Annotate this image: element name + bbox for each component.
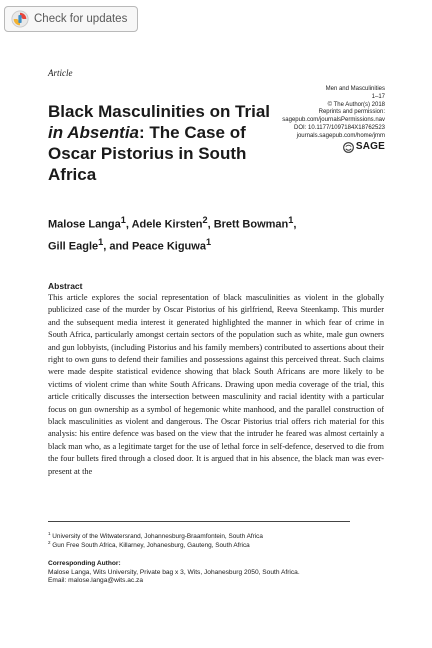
corresponding-author [48, 560, 300, 586]
corresponding-author-heading: Corresponding Author: [48, 560, 121, 567]
author-affiliation-marker: 2 [202, 215, 208, 225]
affiliation-item [48, 539, 250, 550]
author-name: Malose Langa [48, 218, 121, 231]
doi[interactable]: DOI: 10.1177/1097184X18762523 [294, 124, 385, 131]
reprints-label: Reprints and permission: [318, 109, 385, 116]
author-list [48, 212, 348, 255]
author-affiliation-marker: 1 [120, 215, 126, 225]
affiliation-number: 2 [48, 540, 51, 545]
affiliation-text: University of the Witwatersrand, Johannesburg-Braamfontein, South Africa [52, 533, 263, 541]
article-type-label: Article [48, 68, 73, 78]
author-affiliation-marker: 1 [98, 236, 104, 247]
author-separator: , and [103, 240, 132, 253]
abstract-heading: Abstract [48, 281, 83, 291]
footnote-divider [48, 521, 350, 522]
reprints-link[interactable]: sagepub.com/journalsPermissions.nav [282, 117, 385, 124]
author-affiliation-marker: 1 [288, 215, 294, 225]
article-title [48, 101, 278, 185]
corresponding-author-email[interactable]: Email: malose.langa@wits.ac.za [48, 577, 144, 584]
author-separator: , [207, 218, 214, 231]
author-affiliation-marker: 1 [205, 236, 212, 247]
journal-name: Men and Masculinities [325, 86, 385, 92]
copyright: © The Author(s) 2018 [327, 101, 385, 108]
author-separator: , [125, 218, 132, 231]
journal-homepage-link[interactable]: journals.sagepub.com/home/jmm [296, 132, 385, 139]
corresponding-author-address: Malose Langa, Wits University, Private bag x 3, Wits, Johanesburg 2050, South Africa. [48, 568, 300, 576]
page-range: 1–17 [371, 93, 385, 100]
author-name: Gill Eagle [48, 240, 99, 253]
author-name: Brett Bowman [213, 218, 289, 231]
title-part1: Black Masculinities on Trial [48, 102, 271, 121]
author-name: Peace Kiguwa [131, 240, 206, 253]
check-for-updates-badge[interactable] [4, 6, 138, 32]
crossmark-refresh-icon [11, 10, 29, 28]
author-name: Adele Kirsten [131, 218, 203, 231]
author-separator: , [293, 218, 297, 231]
affiliation-text: Gun Free South Africa, Killarney, Johanesburg, Gauteng, South Africa [52, 542, 250, 550]
abstract-text: This article explores the social representation of black masculinities as violent in the globally publicized case of the murder by Oscar Pistorius of his girlfriend, Reeva Steenkamp. This murder and the subsequent media interest it generated highlighted the manner in which fear of crime in South Africa, particularly amongst certain sectors of the population such as white, male gun owners and gun lobbyists, (including Pistorius and his family members) contributed to assertions about their right to own guns to defend their families and possessions against this perceived threat. Such claims were made despite statistical evidence showing that black South Africans are more likely to be victims of violent crime than white South Africans. Drawing upon media coverage of the trial, this article critically discusses the intersection between masculinity and racial identity with a particular focus on gun ownership as a symbol of hegemonic white manhood, and the parallel construction of black masculinities as violent and dangerous. The Oscar Pistorius trial offers rich material for this analysis: his entire defence was based on the view that the intruder he feared was almost certainly a black man who, as a legitimate target for the use of lethal force in self-defence, deserved to die from the four bullets fired through a closed door. It is argued that in his absence, the black man was ever-present at the [48, 293, 384, 476]
sage-logo-icon [343, 142, 354, 153]
title-part2: : The Case of Oscar Pistorius in South Africa [48, 123, 247, 184]
sage-wordmark: SAGE [355, 141, 385, 153]
title-italic: in Absentia [48, 123, 139, 142]
check-for-updates-label: Check for updates [34, 13, 128, 25]
affiliation-number: 1 [48, 531, 51, 536]
